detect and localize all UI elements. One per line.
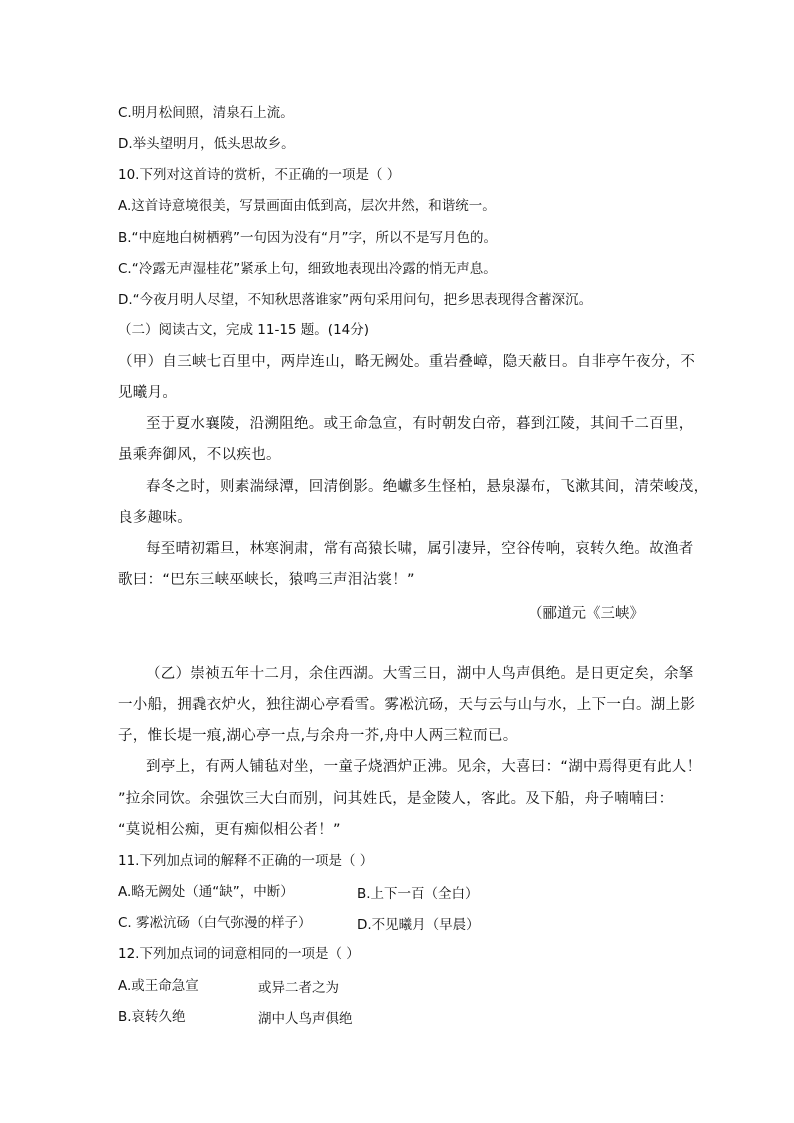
passage-a-line: 虽乘奔御风，不以疾也。 bbox=[118, 447, 281, 463]
q11-option-d: D.不见曦月（早晨） bbox=[357, 917, 480, 933]
passage-a-line: 至于夏水襄陵，沿溯阻绝。或王命急宣，有时朝发白帝，暮到江陵，其间千二百里， bbox=[146, 416, 694, 432]
q10-option-a: A.这首诗意境很美，写景画面由低到高，层次井然，和谐统一。 bbox=[118, 198, 496, 214]
passage-b-line: “莫说相公痴，更有痴似相公者！” bbox=[118, 822, 341, 838]
q12-option-a: A.或王命急宣 bbox=[118, 978, 199, 994]
passage-a-line: 春冬之时，则素湍绿潭，回清倒影。绝巘多生怪柏，悬泉瀑布，飞漱其间，清荣峻茂， bbox=[146, 479, 709, 495]
passage-b-line: 到亭上，有两人铺毡对坐，一童子烧酒炉正沸。见余，大喜曰：“湖中焉得更有此人！ bbox=[146, 759, 702, 775]
section-heading: （二）阅读古文，完成 11-15 题。(14分) bbox=[118, 322, 370, 338]
passage-a-line: 每至晴初霜旦，林寒涧肃，常有高猿长啸，属引凄异，空谷传响，哀转久绝。故渔者 bbox=[146, 541, 694, 557]
q11-option-b: B.上下一百（全白） bbox=[357, 886, 479, 902]
q9-option-d: D.举头望明月，低头思故乡。 bbox=[118, 136, 295, 152]
passage-b-line: 一小船，拥毳衣炉火，独往湖心亭看雪。雾凇沆砀，天与云与山与水，上下一白。湖上影 bbox=[118, 697, 696, 713]
passage-b-line: （乙）崇祯五年十二月，余住西湖。大雪三日，湖中人鸟声俱绝。是日更定矣，余拏 bbox=[146, 666, 694, 682]
q12-option-b: B.哀转久绝 bbox=[118, 1009, 186, 1025]
passage-a-source: （郦道元《三峡》 bbox=[528, 606, 644, 622]
q12-stem: 12.下列加点词的词意相同的一项是（ ） bbox=[118, 946, 360, 962]
q12-option-b-pair: 湖中人鸟声俱绝 bbox=[258, 1011, 353, 1027]
q11-option-a: A.略无阙处（通“缺”，中断） bbox=[118, 884, 294, 900]
passage-a-line: 良多趣味。 bbox=[118, 510, 192, 526]
q12-option-a-pair: 或异二者之为 bbox=[258, 980, 339, 996]
q10-option-b: B.“中庭地白树栖鸦”一句因为没有“月”字，所以不是写月色的。 bbox=[118, 230, 498, 246]
q10-stem: 10.下列对这首诗的赏析，不正确的一项是（ ） bbox=[118, 167, 401, 183]
q11-option-c: C. 雾凇沆砀（白气弥漫的样子） bbox=[118, 915, 312, 931]
passage-a-line: 歌曰：“巴东三峡巫峡长，猿鸣三声泪沾裳！” bbox=[118, 572, 415, 588]
q11-stem: 11.下列加点词的解释不正确的一项是（ ） bbox=[118, 853, 374, 869]
passage-a-line: 见曦月。 bbox=[118, 385, 178, 401]
q10-option-c: C.“冷露无声湿桂花”紧承上句，细致地表现出冷露的悄无声息。 bbox=[118, 261, 497, 277]
q9-option-c: C.明月松间照，清泉石上流。 bbox=[118, 105, 294, 121]
q10-option-d: D.“今夜月明人尽望，不知秋思落谁家”两句采用问句，把乡思表现得含蓄深沉。 bbox=[118, 292, 593, 308]
passage-b-line: 子，惟长堤一痕,湖心亭一点,与余舟一芥,舟中人两三粒而已。 bbox=[118, 728, 518, 744]
passage-b-line: ”拉余同饮。余强饮三大白而别，问其姓氏，是金陵人，客此。及下船，舟子喃喃曰： bbox=[118, 791, 674, 807]
passage-a-line: （甲）自三峡七百里中，两岸连山，略无阙处。重岩叠嶂，隐天蔽日。自非亭午夜分，不 bbox=[118, 354, 696, 370]
